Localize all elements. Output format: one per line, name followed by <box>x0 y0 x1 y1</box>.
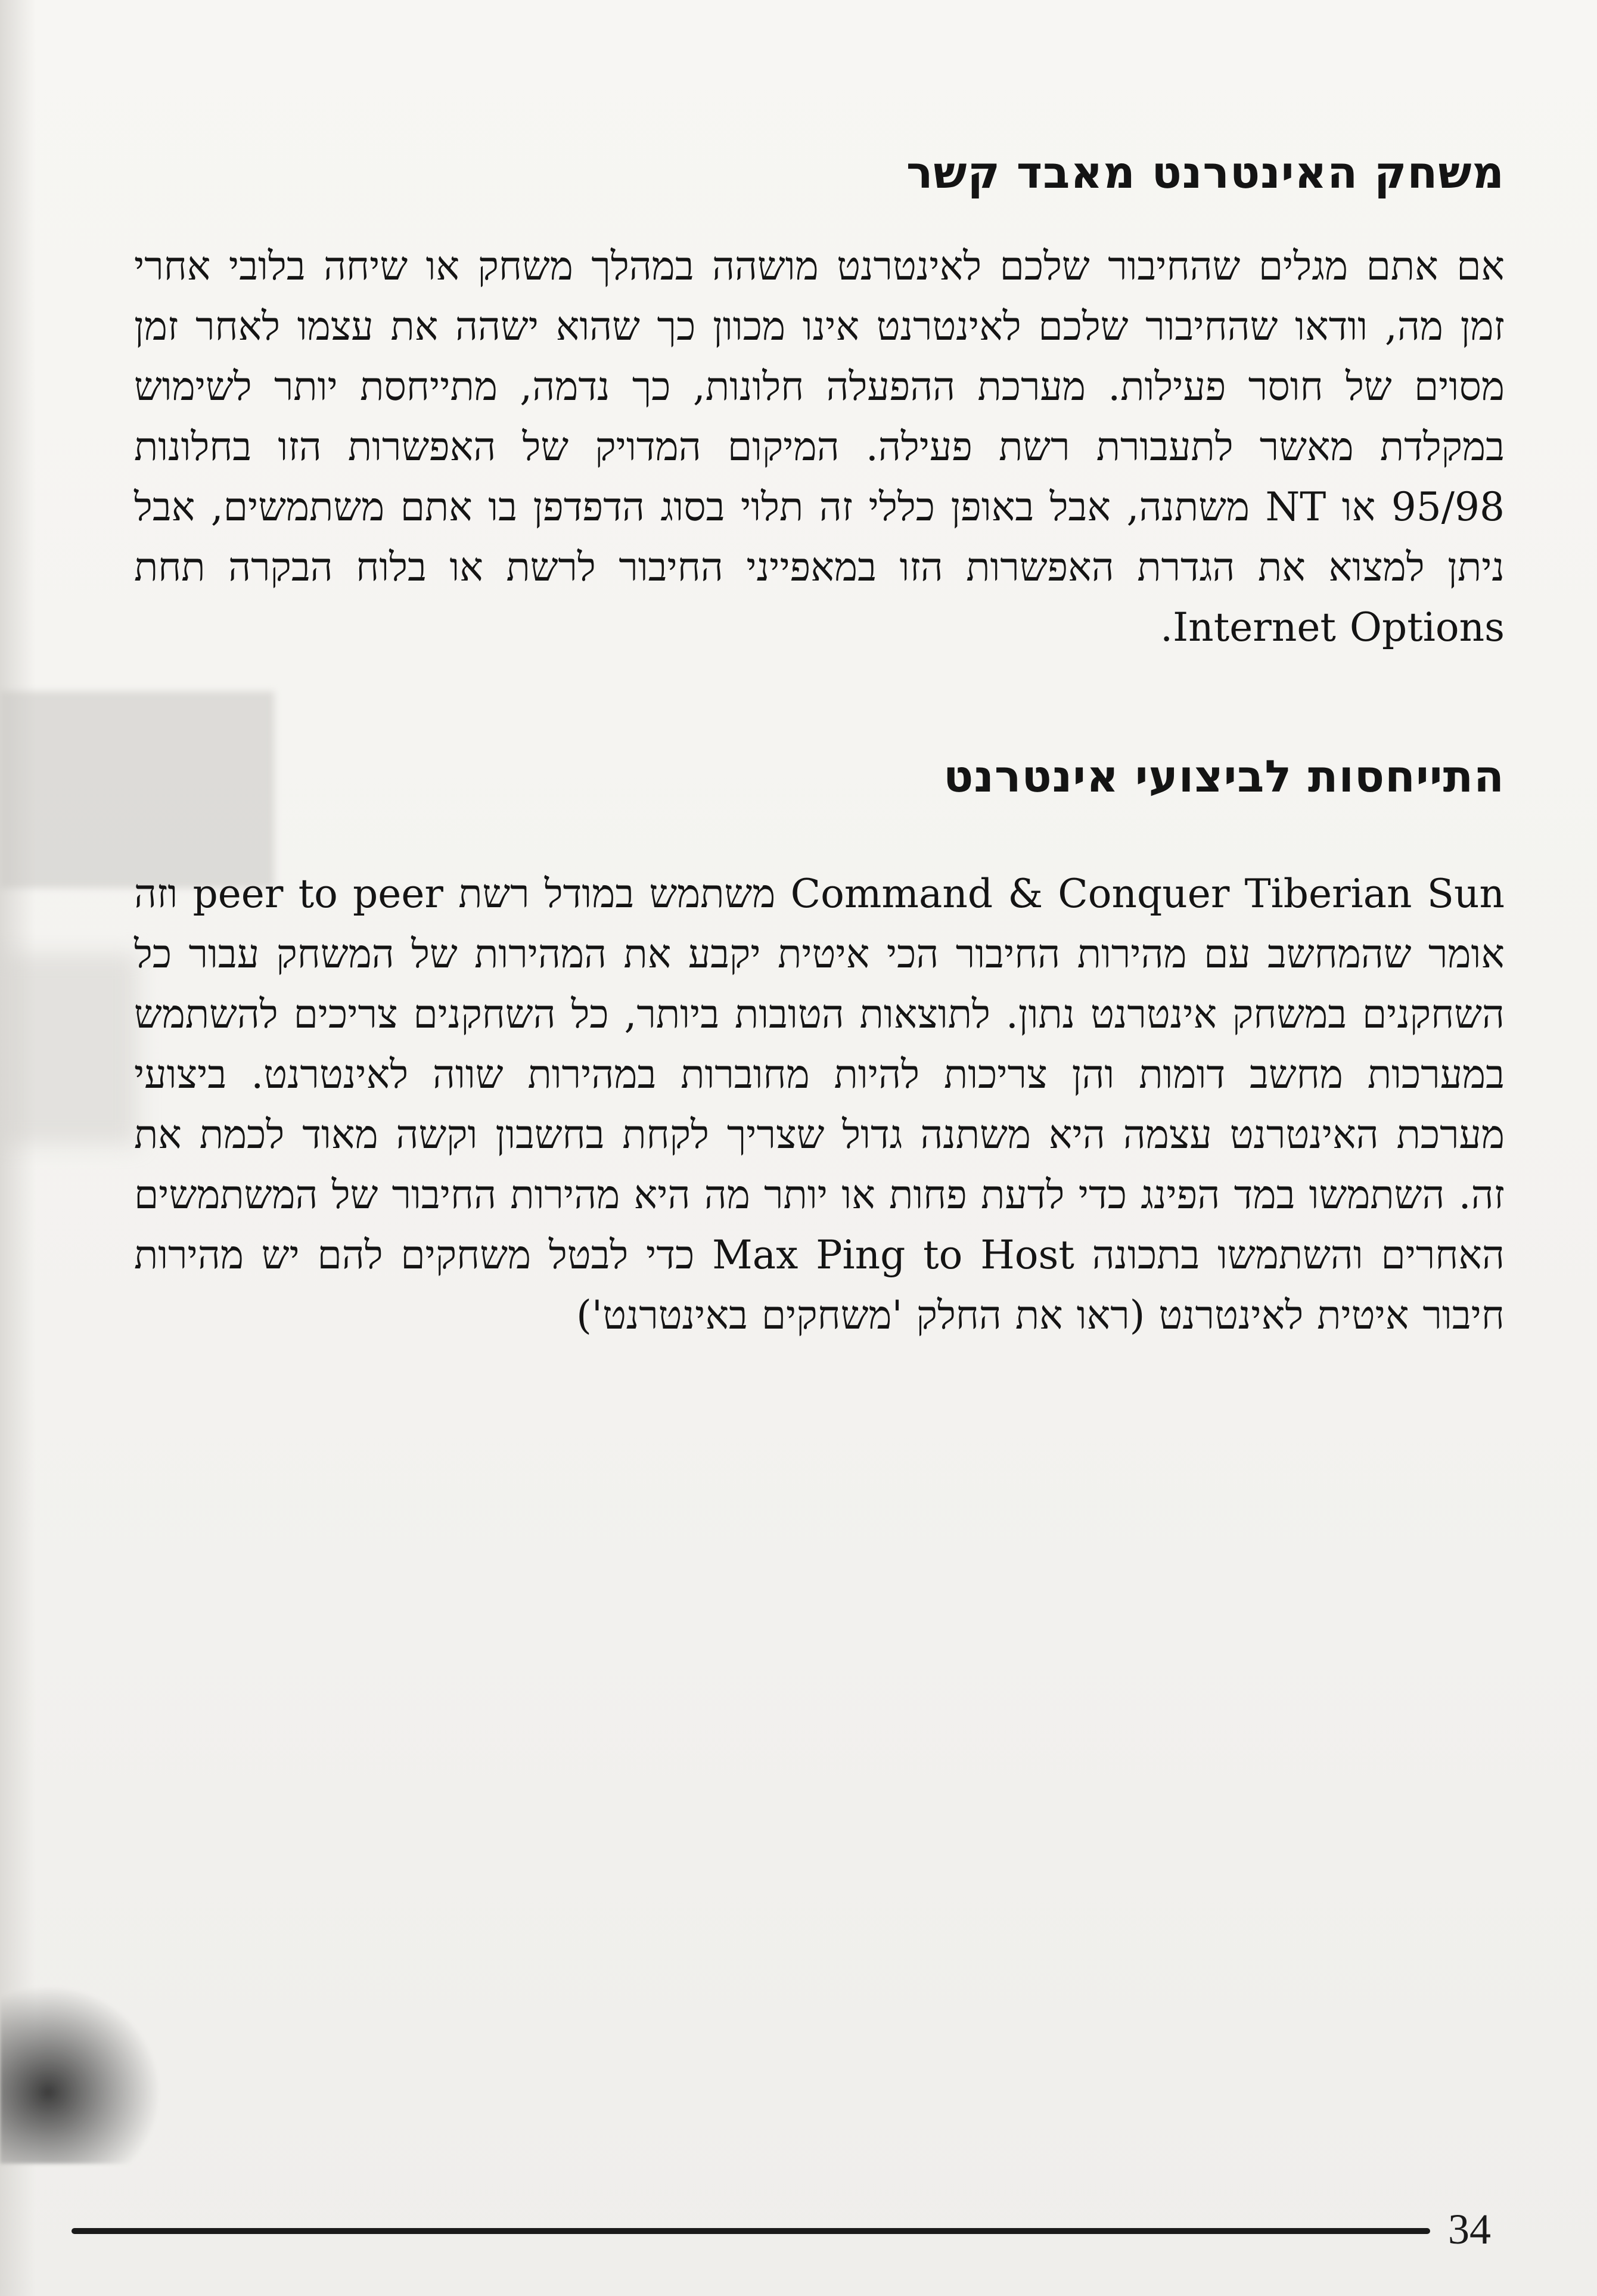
footer-rule <box>72 2228 1430 2234</box>
section-paragraph: Command & Conquer Tiberian Sun משתמש במודל רשת peer to peer וזה אומר שהמחשב עם מהירות החיבור הכי איטית יקבע את המהירות של המשחק עבור כל השחקנים במשחק אינטרנט נתון. לתוצאות הטובות ביותר, כל השחקנים צריכים להשתמש במערכות מחשב דומות והן צריכות להיות מחוברות במהירות שווה לאינטרנט. ביצועי מערכת האינטרנט עצמה היא משתנה גדול שצריך לקחת בחשבון וקשה מאוד לכמת את זה. השתמשו במד הפינג כדי לדעת פחות או יותר מה היא מהירות החיבור של המשתמשים האחרים והשתמשו בתכונה Max Ping to Host כדי לבטל משחקים להם יש מהירות חיבור איטית לאינטרנט (ראו את החלק 'משחקים באינטרנט') <box>134 871 1505 1338</box>
scan-smudge <box>0 1985 161 2164</box>
page-number: 34 <box>1448 2205 1491 2253</box>
section-paragraph: אם אתם מגלים שהחיבור שלכם לאינטרנט מושהה במהלך משחק או שיחה בלובי אחרי זמן מה, וודאו שהחיבור שלכם לאינטרנט אינו מכוון כך שהוא ישהה את עצמו לאחר זמן מסוים של חוסר פעילות. מערכת ההפעלה חלונות, כך נדמה, מתייחסת יותר לשימוש במקלדת מאשר לתעבורת רשת פעילה. המיקום המדויק של האפשרות הזו בחלונות 95/98 או NT משתנה, אבל באופן כללי זה תלוי בסוג הדפדפן בו אתם משתמשים, אבל ניתן למצוא את הגדרת האפשרות הזו במאפייני החיבור לרשת או בלוח הבקרה תחת Internet Options. <box>134 243 1505 650</box>
section-heading: התייחסות לביצועי אינטרנט <box>943 751 1505 802</box>
scan-edge-shadow <box>0 0 36 2296</box>
page-content <box>134 131 1505 1345</box>
section-heading: משחק האינטרנט מאבד קשר <box>906 147 1505 198</box>
scan-smudge <box>0 954 137 1144</box>
